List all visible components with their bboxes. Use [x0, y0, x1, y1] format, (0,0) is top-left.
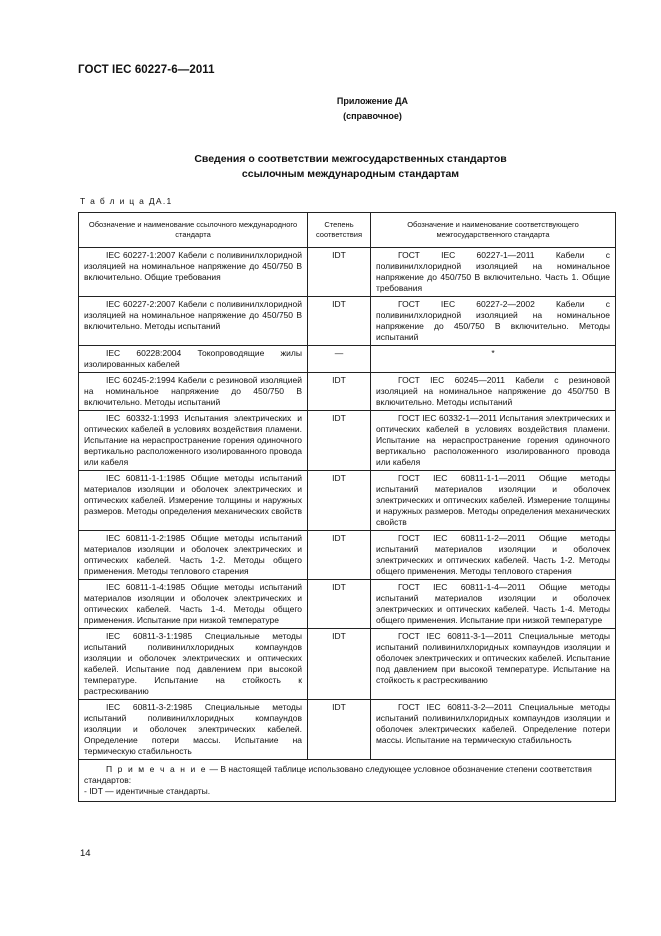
- national-standard-cell: ГОСТ IEC 60332-1—2011 Испытания электрических и оптических кабелей в условиях воздействия пламени. Испытание на нераспространение горения одиночного вертикально расположенного изолированного провода или кабеля: [371, 411, 616, 471]
- section-title-line-2: ссылочным международным стандартам: [241, 168, 460, 180]
- section-title-line-1: Сведения о соответствии межгосударственных стандартов: [194, 153, 507, 165]
- annex-heading: [0, 94, 661, 124]
- degree-cell: IDT: [308, 700, 371, 760]
- table-row: [79, 346, 616, 373]
- international-standard-cell: IEC 60227-2:2007 Кабели с поливинилхлоридной изоляцией на номинальное напряжение до 450/750 В включительно. Методы испытаний: [79, 297, 308, 346]
- degree-cell: IDT: [308, 411, 371, 471]
- degree-cell: IDT: [308, 248, 371, 297]
- correspondence-table: [78, 212, 616, 802]
- header-national-standard: Обозначение и наименование соответствующего межгосударственного стандарта: [371, 213, 616, 248]
- header-international-standard: Обозначение и наименование ссылочного международного стандарта: [79, 213, 308, 248]
- table-row: [79, 248, 616, 297]
- degree-cell: IDT: [308, 373, 371, 411]
- national-standard-cell: ГОСТ IEC 60811-1-1—2011 Общие методы испытаний материалов изоляции и оболочек электрических и оптических кабелей. Измерение толщины и наружных размеров. Методы определения механических свойств: [371, 471, 616, 531]
- international-standard-cell: IEC 60332-1:1993 Испытания электрических и оптических кабелей в условиях воздействия пламени. Испытание на нераспространение горения одиночного вертикально расположенного изолированного провода или кабеля: [79, 411, 308, 471]
- national-standard-cell: ГОСТ IEC 60227-2—2002 Кабели с поливинилхлоридной изоляцией на номинальное напряжение до 450/750 В включительно. Методы испытаний: [371, 297, 616, 346]
- table-note-row: [79, 760, 616, 802]
- national-standard-cell: ГОСТ IEC 60245—2011 Кабели с резиновой изоляцией на номинальное напряжение до 450/750 В включительно. Методы испытаний: [371, 373, 616, 411]
- national-standard-cell: ГОСТ IEC 60811-3-1—2011 Специальные методы испытаний поливинилхлоридных компаундов изоляции и оболочек электрических и оптических кабелей. Испытание под давлением при высокой температуре. Испытание на стойкость к растрескиванию: [371, 629, 616, 700]
- table-row: [79, 531, 616, 580]
- international-standard-cell: IEC 60227-1:2007 Кабели с поливинилхлоридной изоляцией на номинальное напряжение до 450/750 В включительно. Общие требования: [79, 248, 308, 297]
- document-header: ГОСТ IEC 60227-6—2011: [78, 64, 215, 76]
- note-item: - IDT — идентичные стандарты.: [84, 786, 211, 796]
- national-standard-cell: ГОСТ IEC 60811-3-2—2011 Специальные методы испытаний поливинилхлоридных компаундов изоляции и оболочек электрических кабелей. Определение потери массы. Испытание на термическую стабильность: [371, 700, 616, 760]
- table-row: [79, 373, 616, 411]
- table-label: Т а б л и ц а ДА.1: [80, 196, 173, 206]
- degree-cell: IDT: [308, 580, 371, 629]
- national-standard-cell: ГОСТ IEC 60811-1-2—2011 Общие методы испытаний материалов изоляции и оболочек электрических и оптических кабелей. Часть 1-2. Методы общего применения. Методы теплового старения: [371, 531, 616, 580]
- table-header-row: [79, 213, 616, 248]
- national-standard-cell: ГОСТ IEC 60227-1—2011 Кабели с поливинилхлоридной изоляцией на номинальное напряжение до 450/750 В включительно. Часть 1. Общие требования: [371, 248, 616, 297]
- international-standard-cell: IEC 60811-1-4:1985 Общие методы испытаний материалов изоляции и оболочек электрических и оптических кабелей. Часть 1-4. Методы общего применения. Испытание при низкой температуре: [79, 580, 308, 629]
- note-text: — В настоящей таблице использовано следующее условное обозначение степени соответствия стандартов:: [84, 764, 592, 785]
- header-degree: Степень соответствия: [308, 213, 371, 248]
- degree-cell: IDT: [308, 297, 371, 346]
- note-label: П р и м е ч а н и е: [106, 764, 208, 774]
- table-row: [79, 629, 616, 700]
- national-standard-cell: *: [371, 346, 616, 373]
- page-number: 14: [80, 848, 91, 859]
- degree-cell: IDT: [308, 531, 371, 580]
- international-standard-cell: IEC 60245-2:1994 Кабели с резиновой изоляцией на номинальное напряжение до 450/750 В включительно. Методы испытаний: [79, 373, 308, 411]
- national-standard-cell: ГОСТ IEC 60811-1-4—2011 Общие методы испытаний материалов изоляции и оболочек электрических и оптических кабелей. Часть 1-4. Методы общего применения. Испытание при низкой температуре: [371, 580, 616, 629]
- section-title: [0, 152, 661, 182]
- international-standard-cell: IEC 60811-1-2:1985 Общие методы испытаний материалов изоляции и оболочек электрических и оптических кабелей. Часть 1-2. Методы общего применения. Методы теплового старения: [79, 531, 308, 580]
- table-row: [79, 471, 616, 531]
- international-standard-cell: IEC 60228:2004 Токопроводящие жилы изолированных кабелей: [79, 346, 308, 373]
- international-standard-cell: IEC 60811-3-1:1985 Специальные методы испытаний поливинилхлоридных компаундов изоляции и оболочек электрических и оптических кабелей. Испытание под давлением при высокой температуре. Испытание на стойкость к растрескиванию: [79, 629, 308, 700]
- table-row: [79, 411, 616, 471]
- degree-cell: IDT: [308, 471, 371, 531]
- table-row: [79, 700, 616, 760]
- international-standard-cell: IEC 60811-1-1:1985 Общие методы испытаний материалов изоляции и оболочек электрических и оптических кабелей. Измерение толщины и наружных размеров. Методы определения механических свойств: [79, 471, 308, 531]
- annex-subtitle: (справочное): [343, 111, 402, 121]
- international-standard-cell: IEC 60811-3-2:1985 Специальные методы испытаний поливинилхлоридных компаундов изоляции и оболочек электрических кабелей. Определение потери массы. Испытание на термическую стабильность: [79, 700, 308, 760]
- degree-cell: —: [308, 346, 371, 373]
- table-row: [79, 580, 616, 629]
- degree-cell: IDT: [308, 629, 371, 700]
- table-note: [79, 760, 616, 802]
- table-row: [79, 297, 616, 346]
- annex-title: Приложение ДА: [336, 96, 409, 106]
